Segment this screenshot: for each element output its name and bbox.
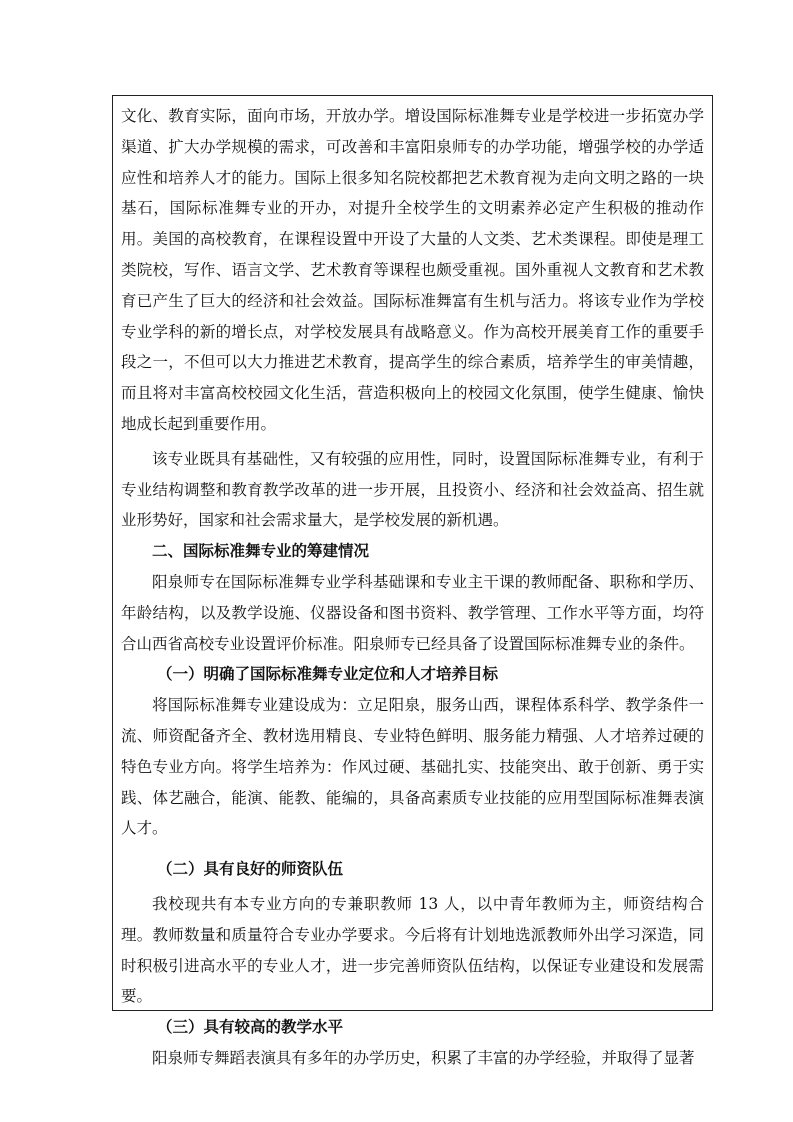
- subheading-faculty: （二）具有良好的师资队伍: [157, 860, 344, 879]
- content-table-cell: [112, 95, 713, 1067]
- paragraph-conditions: 阳泉师专在国际标准舞专业学科基础课和专业主干课的教师配备、职称和学历、年龄结构，以及教学设施、仪器设备和图书资料、教学管理、工作水平等方面，均符合山西省高校专业设置评价标准。阳泉师专已经具备了设置国际标准舞专业的条件。: [121, 572, 704, 653]
- paragraph-rationale: 文化、教育实际，面向市场，开放办学。增设国际标准舞专业是学校进一步拓宽办学渠道、扩大办学规模的需求，可改善和丰富阳泉师专的办学功能，增强学校的办学适应性和培养人才的能力。国际上很多知名院校都把艺术教育视为走向文明之路的一块基石，国际标准舞专业的开办，对提升全校学生的文明素养必定产生积极的推动作用。美国的高校教育，在课程设置中开设了大量的人文类、艺术类课程。即使是理工类院校，写作、语言文学、艺术教育等课程也颇受重视。国外重视人文教育和艺术教育已产生了巨大的经济和社会效益。国际标准舞富有生机与活力。将该专业作为学校专业学科的新的增长点，对学校发展具有战略意义。作为高校开展美育工作的重要手段之一，不但可以大力推进艺术教育，提高学生的综合素质，培养学生的审美情趣，而且将对丰富高校校园文化生活，营造积极向上的校园文化氛围，使学生健康、愉快地成长起到重要作用。: [121, 107, 704, 433]
- subheading-positioning: （一）明确了国际标准舞专业定位和人才培养目标: [157, 665, 499, 684]
- document-body: [121, 101, 704, 1067]
- paragraph-applicability: 该专业既具有基础性，又有较强的应用性，同时，设置国际标准舞专业，有利于专业结构调整和教育教学改革的进一步开展，且投资小、经济和社会效益高、招生就业形势好，国家和社会需求量大，是学校发展的新机遇。: [121, 449, 704, 530]
- paragraph-faculty: 我校现共有本专业方向的专兼职教师 13 人，以中青年教师为主，师资结构合理。教师数量和质量符合专业办学要求。今后将有计划地选派教师外出学习深造，同时积极引进高水平的专业人才，进一步完善师资队伍结构，以保证专业建设和发展需要。: [121, 894, 704, 1006]
- section-heading-preparation: 二、国际标准舞专业的筹建情况: [152, 542, 370, 561]
- paragraph-positioning: 将国际标准舞专业建设成为：立足阳泉，服务山西，课程体系科学、教学条件一流、师资配备齐全、教材选用精良、专业特色鲜明、服务能力精强、人才培养过硬的特色专业方向。将学生培养为：作风过硬、基础扎实、技能突出、敢于创新、勇于实践、体艺融合，能演、能教、能编的，具备高素质专业技能的应用型国际标准舞表演人才。: [121, 696, 704, 838]
- subheading-teaching-level: （三）具有较高的教学水平: [157, 1018, 344, 1037]
- paragraph-teaching-level: 阳泉师专舞蹈表演具有多年的办学历史，积累了丰富的办学经验，并取得了显著: [152, 1048, 695, 1067]
